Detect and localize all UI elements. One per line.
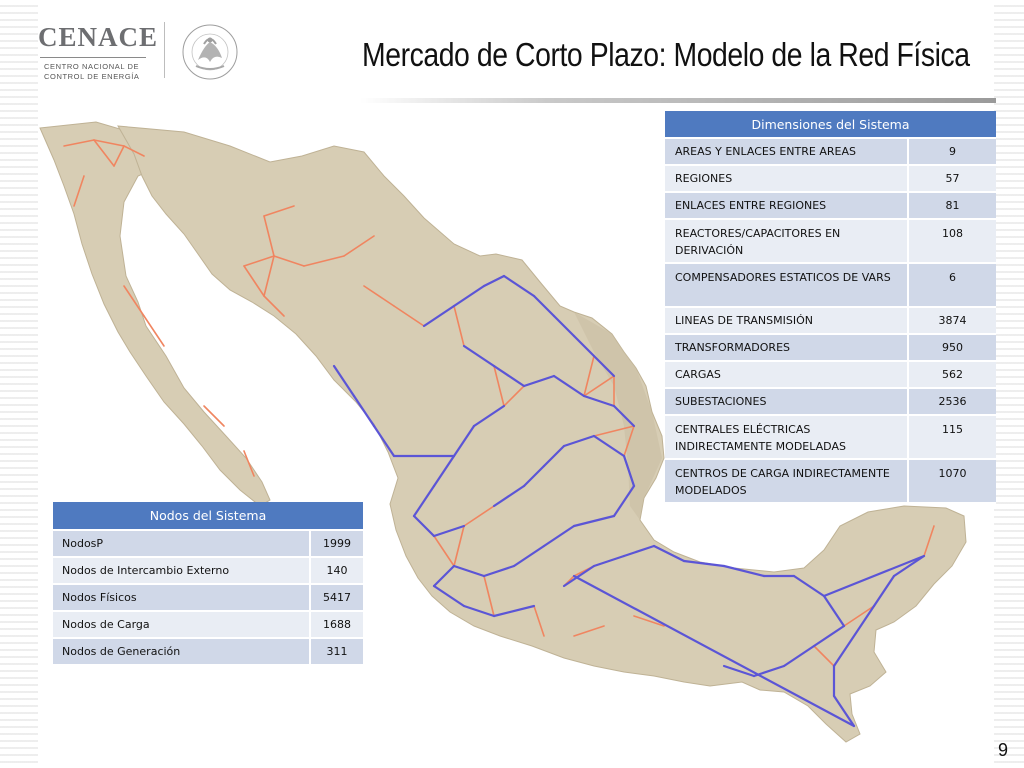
title-underline xyxy=(360,98,996,103)
row-label: REGIONES xyxy=(665,166,907,193)
logo-divider xyxy=(164,22,165,78)
row-value: 81 xyxy=(907,193,996,220)
table-row xyxy=(665,389,996,416)
row-label: Nodos de Carga xyxy=(53,612,309,639)
table-row xyxy=(665,335,996,362)
row-value: 562 xyxy=(907,362,996,389)
system-dimensions-table xyxy=(665,111,996,504)
logo-subtitle-line2: CONTROL DE ENERGÍA xyxy=(44,72,140,81)
table-row xyxy=(53,585,363,612)
table-row xyxy=(665,308,996,335)
system-dimensions-header: Dimensiones del Sistema xyxy=(665,111,996,139)
mexico-seal-icon xyxy=(174,20,246,84)
row-label: AREAS Y ENLACES ENTRE AREAS xyxy=(665,139,907,166)
table-row xyxy=(53,531,363,558)
row-label: LINEAS DE TRANSMISIÓN xyxy=(665,308,907,335)
row-label: SUBESTACIONES xyxy=(665,389,907,416)
row-value: 1070 xyxy=(907,460,996,504)
row-label: Nodos de Intercambio Externo xyxy=(53,558,309,585)
logo-subtitle-line1: CENTRO NACIONAL DE xyxy=(44,62,140,71)
table-row xyxy=(665,362,996,389)
row-value: 3874 xyxy=(907,308,996,335)
row-label: TRANSFORMADORES xyxy=(665,335,907,362)
row-label: COMPENSADORES ESTATICOS DE VARS xyxy=(665,264,907,308)
row-label: CENTROS DE CARGA INDIRECTAMENTE MODELADOS xyxy=(665,460,907,504)
table-row xyxy=(665,416,996,460)
row-value: 2536 xyxy=(907,389,996,416)
table-row xyxy=(665,264,996,308)
row-label: NodosP xyxy=(53,531,309,558)
row-label: REACTORES/CAPACITORES EN DERIVACIÓN xyxy=(665,220,907,264)
right-stripe-decoration xyxy=(994,0,1024,768)
row-value: 5417 xyxy=(309,585,363,612)
page-title: Mercado de Corto Plazo: Modelo de la Red Física xyxy=(362,36,970,73)
row-label: Nodos Físicos xyxy=(53,585,309,612)
cenace-logo xyxy=(38,20,158,80)
row-value: 9 xyxy=(907,139,996,166)
page-number: 9 xyxy=(998,740,1009,760)
left-stripe-decoration xyxy=(0,0,38,768)
logo-rule xyxy=(40,57,146,58)
table-row xyxy=(665,460,996,504)
system-nodes-table xyxy=(53,502,363,666)
table-row xyxy=(665,220,996,264)
row-label: CARGAS xyxy=(665,362,907,389)
table-row xyxy=(53,612,363,639)
table-row xyxy=(665,193,996,220)
row-label: ENLACES ENTRE REGIONES xyxy=(665,193,907,220)
logo-brand: CENACE xyxy=(38,22,159,52)
row-value: 311 xyxy=(309,639,363,666)
row-value: 108 xyxy=(907,220,996,264)
row-value: 950 xyxy=(907,335,996,362)
row-value: 140 xyxy=(309,558,363,585)
row-value: 1688 xyxy=(309,612,363,639)
row-value: 6 xyxy=(907,264,996,308)
row-label: CENTRALES ELÉCTRICAS INDIRECTAMENTE MODELADAS xyxy=(665,416,907,460)
row-value: 115 xyxy=(907,416,996,460)
table-row xyxy=(665,139,996,166)
row-value: 1999 xyxy=(309,531,363,558)
table-row xyxy=(53,558,363,585)
table-row xyxy=(53,639,363,666)
table-row xyxy=(665,166,996,193)
row-value: 57 xyxy=(907,166,996,193)
system-nodes-header: Nodos del Sistema xyxy=(53,502,363,531)
row-label: Nodos de Generación xyxy=(53,639,309,666)
